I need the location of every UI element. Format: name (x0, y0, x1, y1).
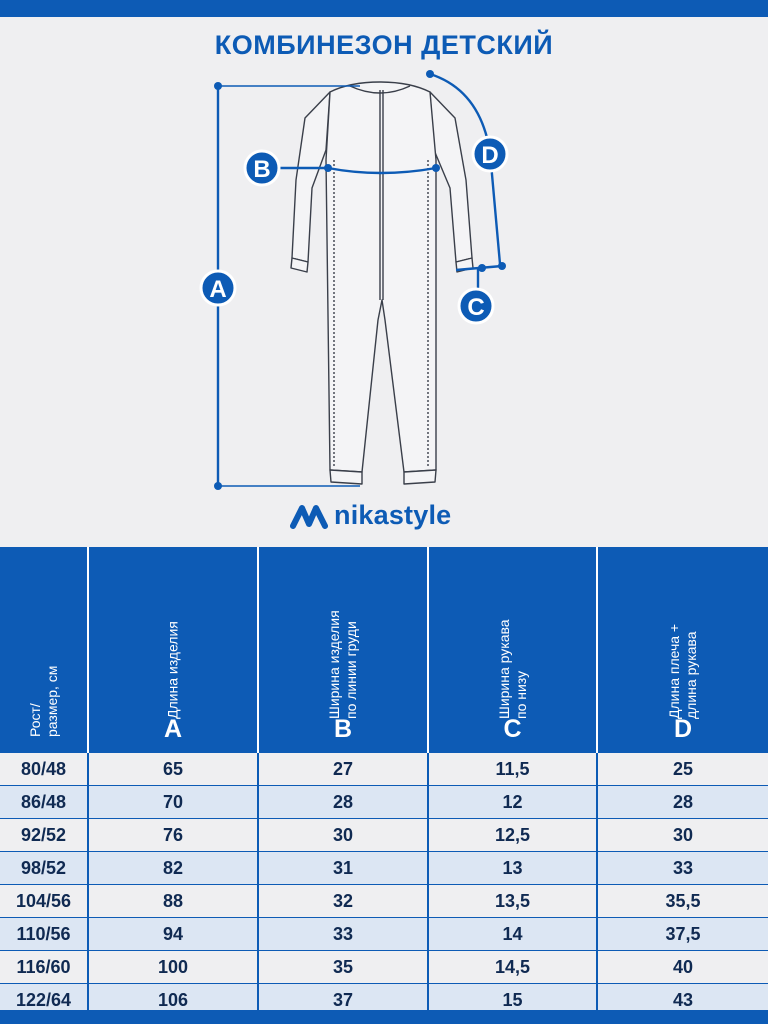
svg-text:C: C (467, 294, 485, 321)
size-table-body (0, 753, 768, 1017)
header-col-2 (259, 547, 429, 753)
header-label: Ширина изделия по линии груди (326, 610, 359, 719)
bottom-bar (0, 1010, 768, 1024)
table-cell: 11,5 (429, 753, 598, 785)
table-cell: 110/56 (0, 918, 89, 950)
brand-logo (290, 498, 490, 538)
table-cell: 12 (429, 786, 598, 818)
header-col-0 (0, 547, 89, 753)
table-cell: 80/48 (0, 753, 89, 785)
header-col-3 (429, 547, 598, 753)
nikastyle-logo-icon (290, 502, 328, 534)
svg-text:D: D (481, 142, 499, 169)
table-cell: 122/64 (0, 984, 89, 1016)
table-cell: 32 (259, 885, 429, 917)
table-cell: 30 (672, 825, 694, 845)
table-row (0, 918, 768, 951)
table-cell: 37,5 (665, 924, 701, 944)
table-cell: 13,5 (429, 885, 598, 917)
table-cell: 40 (672, 957, 694, 977)
marker-c (459, 289, 493, 323)
table-cell: 37 (259, 984, 429, 1016)
table-cell: 12,5 (429, 819, 598, 851)
table-cell: 43 (672, 990, 694, 1010)
header-col-1 (89, 547, 259, 753)
marker-a (201, 271, 235, 305)
table-cell: 92/52 (0, 819, 89, 851)
header-letter: D (673, 715, 693, 743)
header-letter: A (163, 715, 183, 743)
svg-text:A: A (209, 276, 227, 303)
table-row (0, 819, 768, 852)
table-cell: 31 (259, 852, 429, 884)
table-cell: 28 (672, 792, 694, 812)
table-cell: 82 (89, 852, 259, 884)
table-header (0, 547, 768, 753)
table-cell: 13 (429, 852, 598, 884)
table-cell: 15 (429, 984, 598, 1016)
table-row (0, 786, 768, 819)
table-cell: 104/56 (0, 885, 89, 917)
table-cell: 86/48 (0, 786, 89, 818)
jumpsuit-outline-icon (291, 82, 473, 484)
table-cell: 100 (89, 951, 259, 983)
table-cell: 116/60 (0, 951, 89, 983)
table-row (0, 753, 768, 786)
table-cell: 76 (89, 819, 259, 851)
table-cell: 33 (259, 918, 429, 950)
table-cell: 27 (259, 753, 429, 785)
brand-name: nikastyle (334, 500, 452, 530)
table-row (0, 951, 768, 984)
svg-text:B: B (253, 156, 271, 183)
header-col-4 (598, 547, 768, 753)
table-row (0, 885, 768, 918)
table-cell: 106 (89, 984, 259, 1016)
table-cell: 98/52 (0, 852, 89, 884)
header-label: Длина изделия (164, 621, 181, 719)
header-letter: B (333, 715, 353, 743)
table-cell: 94 (89, 918, 259, 950)
table-cell: 88 (89, 885, 259, 917)
table-cell: 35 (259, 951, 429, 983)
header-label: Рост/ размер, см (26, 665, 60, 737)
marker-b (245, 151, 279, 185)
table-cell: 14,5 (429, 951, 598, 983)
table-cell: 65 (89, 753, 259, 785)
table-cell: 33 (672, 858, 694, 878)
header-label: Длина плеча + длина рукава (666, 623, 699, 719)
header-label: Ширина рукава по низу (495, 619, 529, 719)
table-row (0, 852, 768, 885)
table-cell: 35,5 (665, 891, 701, 911)
table-cell: 70 (89, 786, 259, 818)
table-cell: 25 (672, 759, 694, 779)
table-cell: 30 (259, 819, 429, 851)
marker-d (473, 137, 507, 171)
header-letter: C (503, 715, 522, 743)
table-cell: 14 (429, 918, 598, 950)
page-title: КОМБИНЕЗОН ДЕТСКИЙ (214, 30, 554, 60)
table-cell: 28 (259, 786, 429, 818)
